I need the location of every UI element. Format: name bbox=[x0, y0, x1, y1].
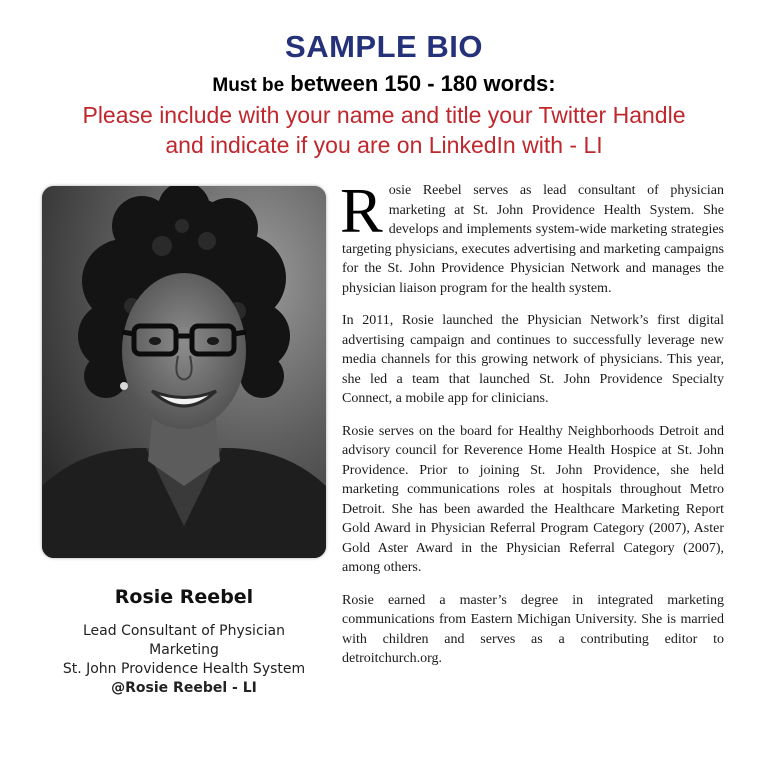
bio-paragraph-3: Rosie serves on the board for Healthy Neighborhoods Detroit and advisory council for Reverence Home Health Hospice at St. John Providence. Prior to joining St. John Providence, she held marketing communications roles at hospitals throughout Metro Detroit. She has been awarded the Healthcare Marketing Report Gold Award in Physician Referral Program Category (2007), Aster Gold Aster Award in the Physician Referral Category (2007), among others. bbox=[342, 423, 724, 575]
job-title: Lead Consultant of Physician Marketing bbox=[82, 623, 285, 658]
word-count-prefix: Must be bbox=[212, 75, 285, 96]
instructions-line-2: and indicate if you are on LinkedIn with - LI bbox=[165, 132, 603, 158]
bio-text bbox=[340, 175, 724, 682]
instructions-line-1: Please include with your name and title your Twitter Handle bbox=[82, 102, 686, 128]
profile-role bbox=[50, 622, 318, 698]
instructions bbox=[30, 100, 738, 160]
word-count-requirement bbox=[0, 70, 768, 100]
drop-cap: R bbox=[340, 175, 383, 246]
twitter-handle: @Rosie Reebel - LI bbox=[111, 680, 257, 696]
profile-name: Rosie Reebel bbox=[114, 586, 254, 608]
organization: St. John Providence Health System bbox=[62, 661, 306, 677]
profile-photo bbox=[42, 186, 326, 558]
page-title: SAMPLE BIO bbox=[285, 29, 483, 64]
portrait-image bbox=[42, 186, 326, 558]
bio-paragraph-4: Rosie earned a master’s degree in integrated marketing communications from Eastern Michigan University. She is married with children and serves as a contributing editor to detroitchurch.org. bbox=[342, 592, 724, 666]
bio-paragraph-1-text: osie Reebel serves as lead consultant of physician marketing at St. John Providence Health System. She develops and implements system-wide marketing strategies targeting physicians, executes advertising and marketing campaigns for the St. John Providence Physician Network and manages the physician liaison program for the health system. bbox=[342, 183, 724, 296]
bio-paragraph-1 bbox=[340, 175, 724, 298]
bio-paragraph-2: In 2011, Rosie launched the Physician Network’s first digital advertising campaign and continues to successfully leverage new media channels for this growing network of physicians. This year, she led a team that launched St. John Providence Specialty Connect, a mobile app for clinicians. bbox=[342, 313, 724, 406]
word-count-range: between 150 - 180 words: bbox=[290, 71, 556, 96]
